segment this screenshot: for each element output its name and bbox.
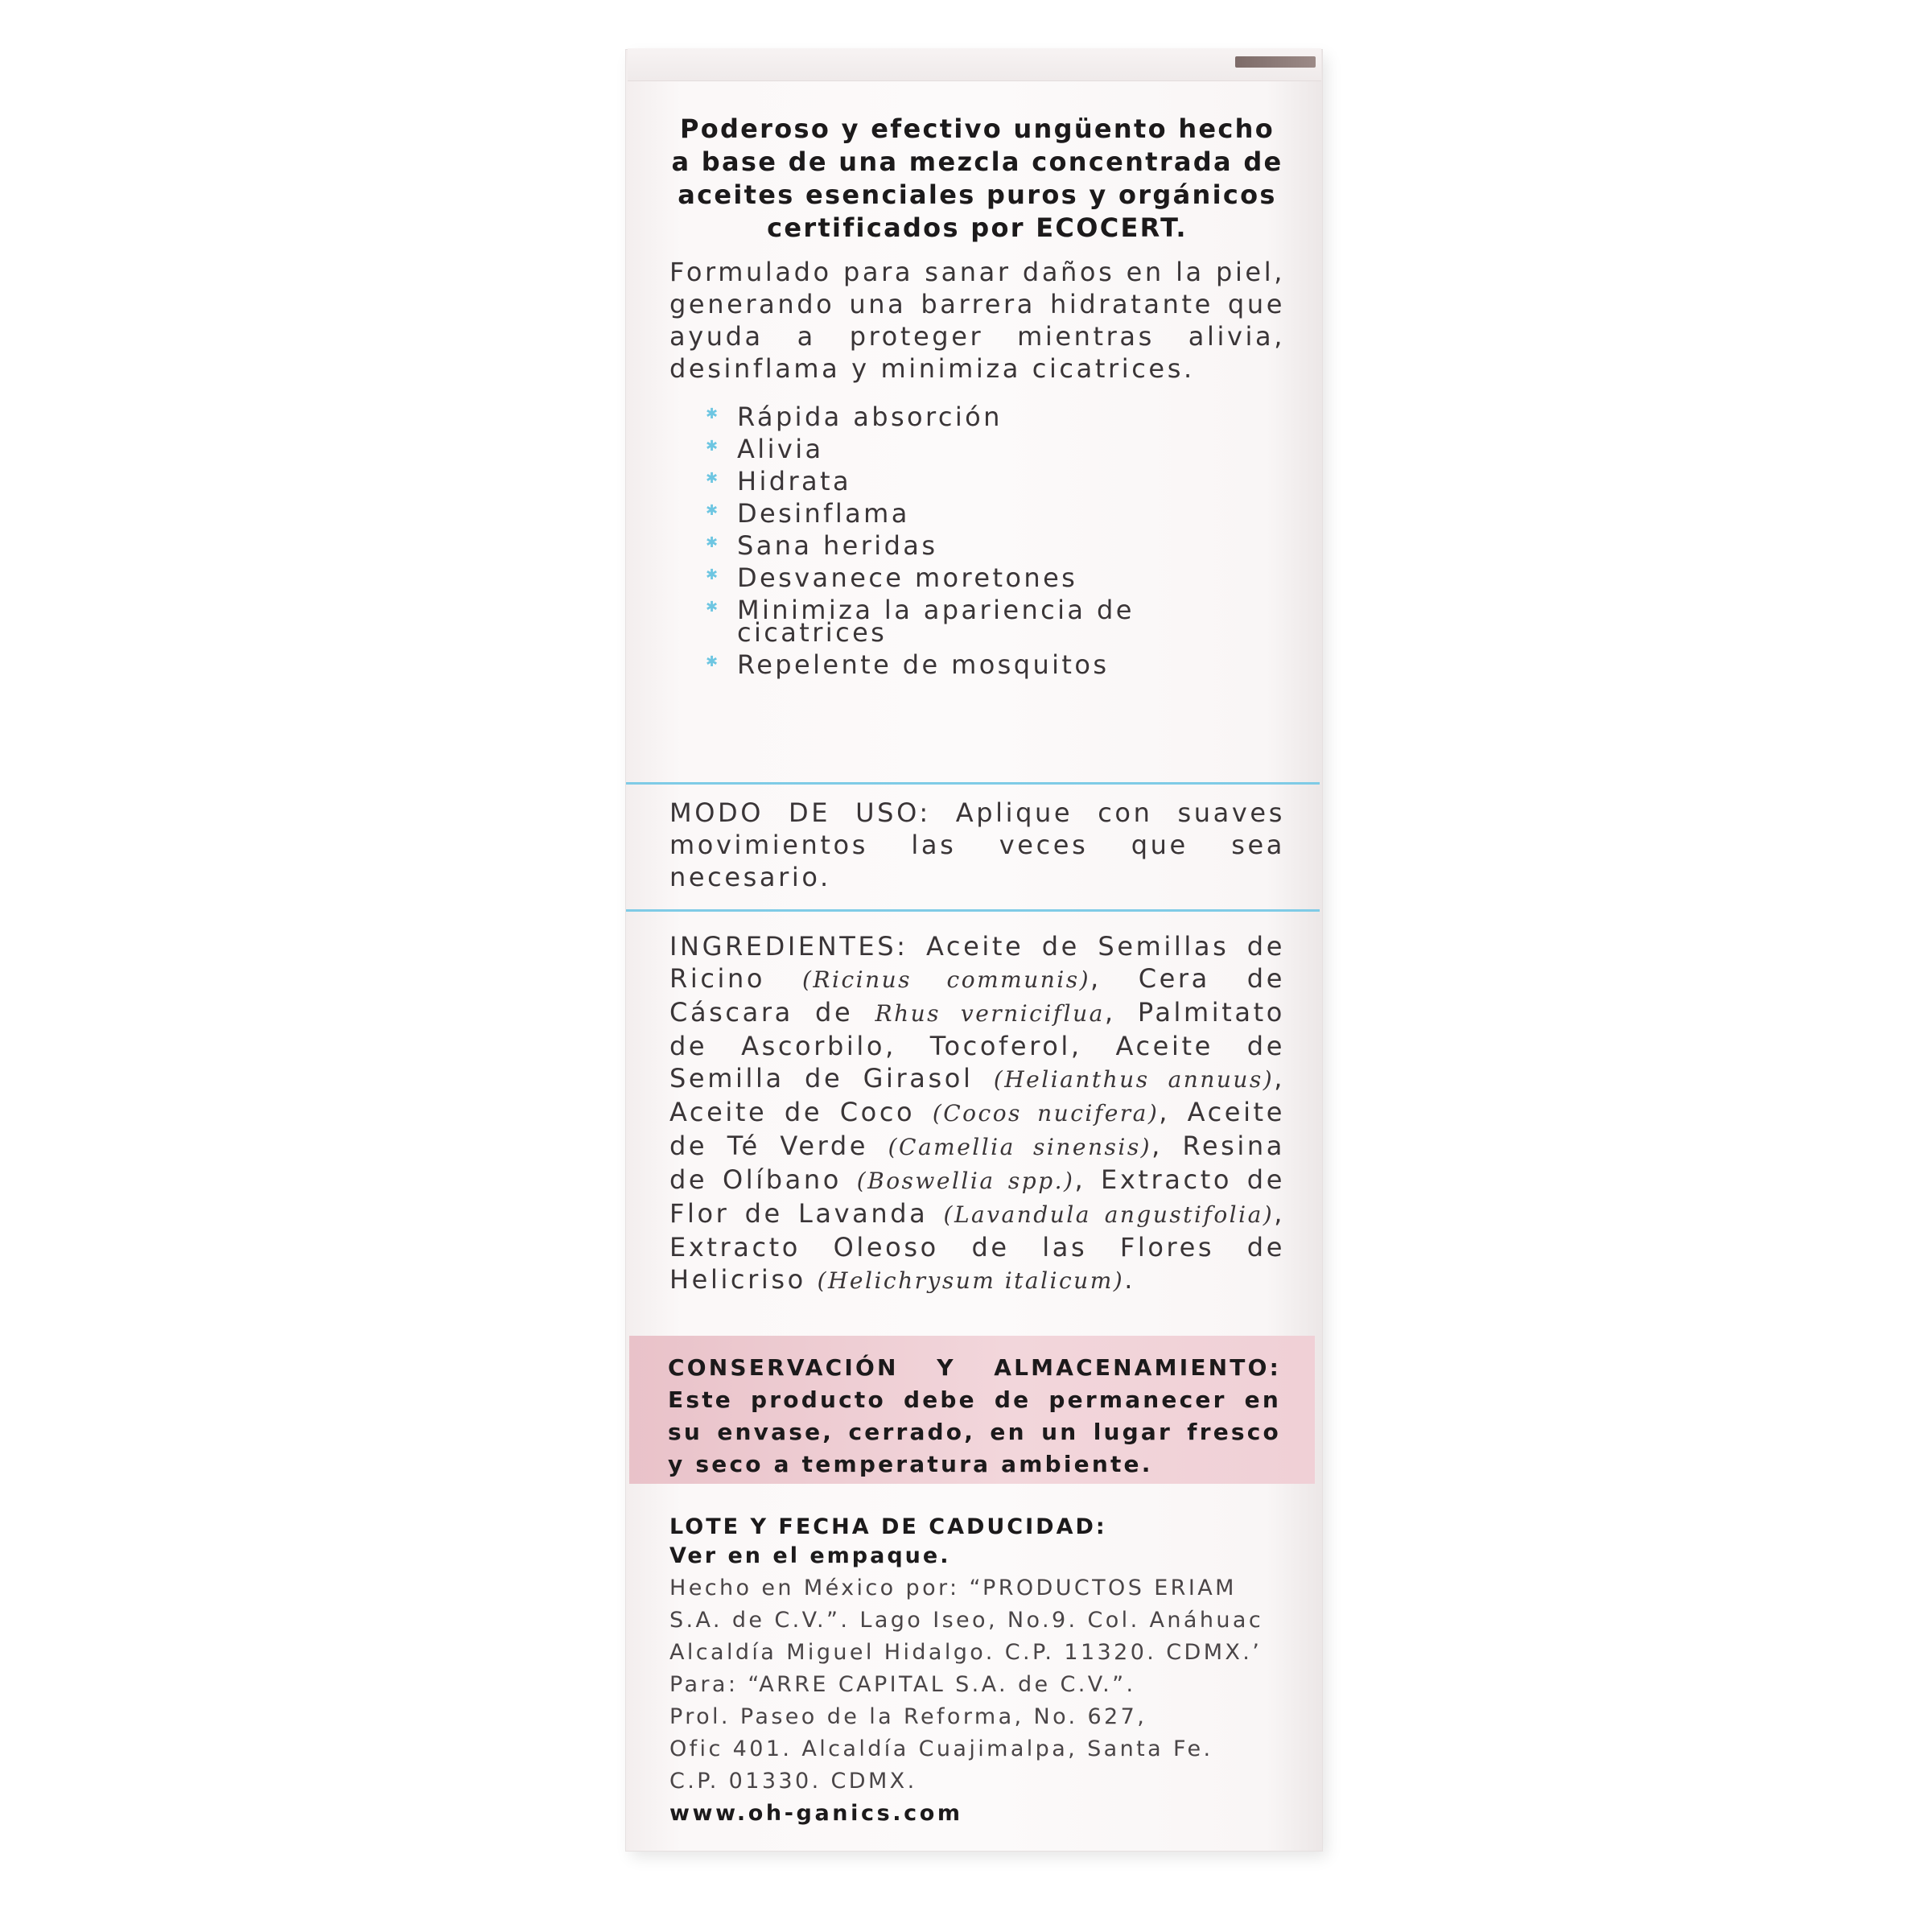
flap-edge	[1235, 56, 1316, 68]
maker-line: Prol. Paseo de la Reforma, No. 627,	[669, 1704, 1147, 1729]
storage-band	[629, 1336, 1315, 1484]
list-item: ✱ Hidrata	[706, 466, 851, 496]
maker-line: Para: “ARRE CAPITAL S.A. de C.V.”.	[669, 1672, 1136, 1697]
maker-line: C.P. 01330. CDMX.	[669, 1769, 917, 1794]
divider-line	[626, 782, 1320, 785]
manufacturer-info	[669, 1513, 1285, 1830]
lot-text: Ver en el empaque.	[669, 1543, 951, 1568]
bullet-icon: ✱	[706, 470, 721, 487]
lot-title: LOTE Y FECHA DE CADUCIDAD:	[669, 1514, 1107, 1539]
list-item: ✱ Repelente de mosquitos	[706, 649, 1110, 680]
bullet-icon: ✱	[706, 534, 721, 551]
box-back-panel	[669, 113, 1285, 686]
maker-line: S.A. de C.V.”. Lago Iseo, No.9. Col. Anáhuac	[669, 1608, 1264, 1633]
intro-text: Poderoso y efectivo ungüento hecho a base de una mezcla concentrada de aceites esenciales puros y orgánicos certificados por ECOCERT.	[671, 113, 1283, 243]
bullet-icon: ✱	[706, 438, 721, 455]
bullet-icon: ✱	[706, 599, 721, 616]
list-item: ✱ Sana heridas	[706, 530, 938, 561]
maker-line: Ofic 401. Alcaldía Cuajimalpa, Santa Fe.	[669, 1736, 1213, 1761]
list-item: ✱ Alivia	[706, 434, 824, 464]
maker-line: Alcaldía Miguel Hidalgo. C.P. 11320. CDMX.’	[669, 1640, 1263, 1665]
maker-line: Hecho en México por: “PRODUCTOS ERIAM	[669, 1576, 1237, 1600]
description-text: Formulado para sanar daños en la piel, generando una barrera hidratante que ayuda a proteger mientras alivia, desinflama y minimiza cicatrices.	[669, 257, 1285, 384]
ingredients-text: INGREDIENTES: Aceite de Semillas de Ricino (Ricinus communis), Cera de Cáscara de Rhus verniciflua, Palmitato de Ascorbilo, Tocoferol, Aceite de Semilla de Girasol (Helianthus annuus), Aceite de Coco (Cocos nucifera), Aceite de Té Verde (Camellia sinensis), Resina de Olíbano (Boswellia spp.), Extracto de Flor de Lavanda (Lavandula angustifolia), Extracto Oleoso de las Flores de Helicriso (Helichrysum italicum).	[669, 931, 1286, 1295]
list-item: ✱ Rápida absorción	[706, 402, 1003, 432]
benefits-list	[669, 402, 1285, 680]
bullet-icon: ✱	[706, 406, 721, 422]
box-top-flap	[628, 48, 1321, 81]
list-item: ✱ Minimiza la apariencia de cicatrices	[706, 595, 1135, 648]
bullet-icon: ✱	[706, 566, 721, 583]
list-item: ✱ Desinflama	[706, 498, 910, 529]
website-link[interactable]: www.oh-ganics.com	[669, 1801, 963, 1826]
divider-line	[626, 909, 1320, 912]
usage-text: MODO DE USO: Aplique con suaves movimientos las veces que sea necesario.	[669, 797, 1285, 892]
bullet-icon: ✱	[706, 653, 721, 670]
storage-text: CONSERVACIÓN Y ALMACENAMIENTO: Este producto debe de permanecer en su envase, cerrado, en un lugar fresco y seco a temperatura ambiente.	[668, 1354, 1281, 1477]
bullet-icon: ✱	[706, 502, 721, 519]
list-item: ✱ Desvanece moretones	[706, 562, 1078, 593]
